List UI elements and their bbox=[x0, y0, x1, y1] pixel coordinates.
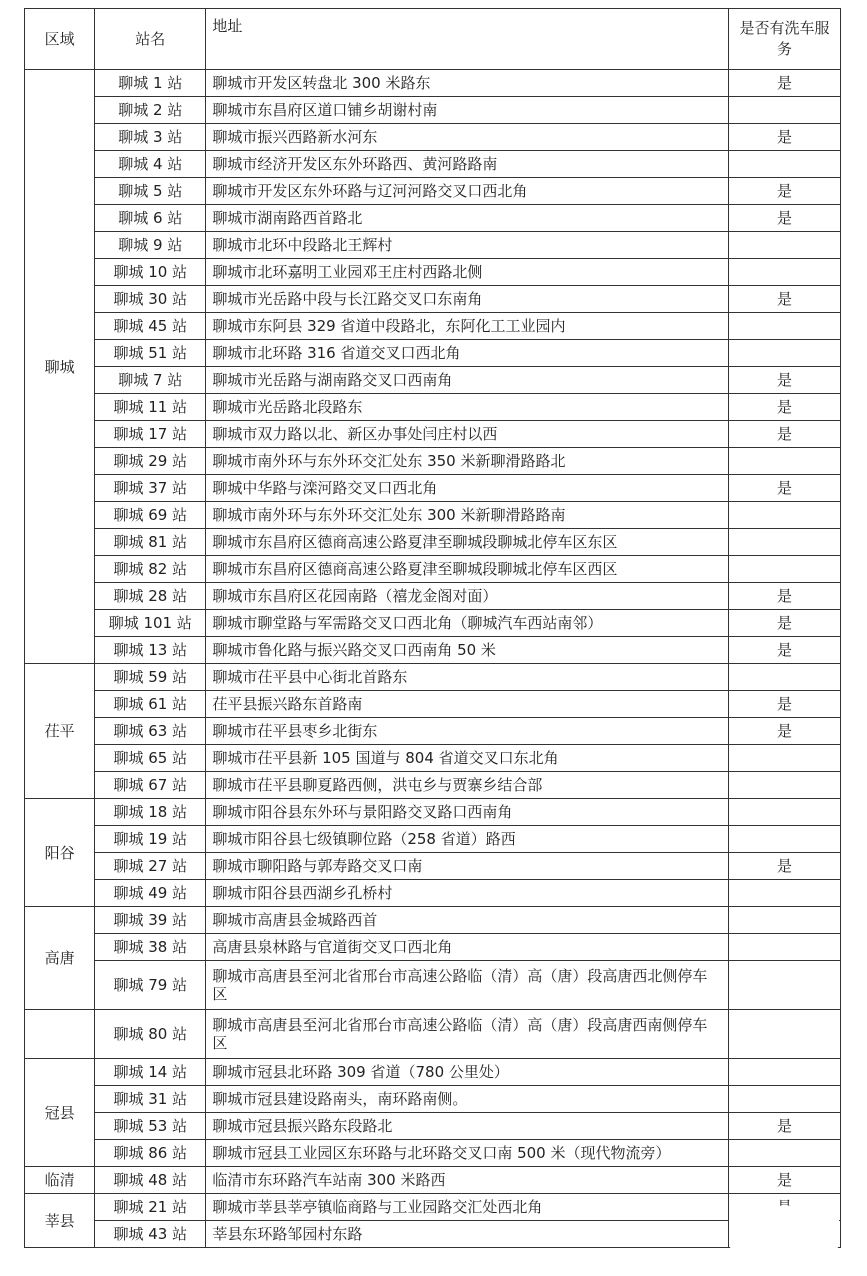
region-cell: 临清 bbox=[25, 1167, 95, 1194]
wash-cell bbox=[728, 772, 840, 799]
table-row bbox=[25, 934, 841, 961]
address-cell: 聊城市冠县振兴路东段路北 bbox=[206, 1113, 729, 1140]
wash-cell: 是 bbox=[728, 421, 840, 448]
region-cell bbox=[25, 1010, 95, 1059]
address-cell: 聊城市冠县工业园区东环路与北环路交叉口南 500 米（现代物流旁） bbox=[206, 1140, 729, 1167]
address-cell: 聊城市南外环与东外环交汇处东 300 米新聊滑路路南 bbox=[206, 502, 729, 529]
table-row bbox=[25, 583, 841, 610]
station-cell: 聊城 45 站 bbox=[95, 313, 206, 340]
station-cell: 聊城 14 站 bbox=[95, 1059, 206, 1086]
wash-cell: 是 bbox=[728, 637, 840, 664]
station-cell: 聊城 67 站 bbox=[95, 772, 206, 799]
station-cell: 聊城 38 站 bbox=[95, 934, 206, 961]
station-cell: 聊城 5 站 bbox=[95, 178, 206, 205]
station-cell: 聊城 21 站 bbox=[95, 1194, 206, 1221]
table-row bbox=[25, 1010, 841, 1059]
address-cell: 聊城市茌平县新 105 国道与 804 省道交叉口东北角 bbox=[206, 745, 729, 772]
table-row bbox=[25, 664, 841, 691]
address-cell: 聊城市阳谷县七级镇聊位路（258 省道）路西 bbox=[206, 826, 729, 853]
station-cell: 聊城 39 站 bbox=[95, 907, 206, 934]
region-cell: 聊城 bbox=[25, 70, 95, 664]
address-cell: 聊城市东昌府区花园南路（禧龙金阁对面） bbox=[206, 583, 729, 610]
wash-cell: 是 bbox=[728, 1113, 840, 1140]
address-cell: 聊城市莘县莘亭镇临商路与工业园路交汇处西北角 bbox=[206, 1194, 729, 1221]
address-cell: 茌平县振兴路东首路南 bbox=[206, 691, 729, 718]
station-table bbox=[24, 8, 841, 1248]
wash-cell bbox=[728, 313, 840, 340]
header-row bbox=[25, 9, 841, 70]
address-cell: 聊城市湖南路西首路北 bbox=[206, 205, 729, 232]
station-cell: 聊城 1 站 bbox=[95, 70, 206, 97]
wash-cell: 是 bbox=[728, 286, 840, 313]
station-cell: 聊城 11 站 bbox=[95, 394, 206, 421]
header-station: 站名 bbox=[95, 9, 206, 70]
station-cell: 聊城 63 站 bbox=[95, 718, 206, 745]
table-row bbox=[25, 637, 841, 664]
table-row bbox=[25, 961, 841, 1010]
address-cell: 聊城市鲁化路与振兴路交叉口西南角 50 米 bbox=[206, 637, 729, 664]
station-cell: 聊城 51 站 bbox=[95, 340, 206, 367]
wash-cell bbox=[728, 880, 840, 907]
address-cell: 聊城市振兴西路新水河东 bbox=[206, 124, 729, 151]
wash-cell: 是 bbox=[728, 178, 840, 205]
watermark-cover bbox=[729, 1206, 839, 1250]
wash-cell: 是 bbox=[728, 610, 840, 637]
header-region: 区域 bbox=[25, 9, 95, 70]
table-row bbox=[25, 556, 841, 583]
table-row bbox=[25, 1221, 841, 1248]
table-body bbox=[25, 70, 841, 1248]
wash-cell bbox=[728, 529, 840, 556]
wash-cell bbox=[728, 97, 840, 124]
address-cell: 聊城市开发区东外环路与辽河河路交叉口西北角 bbox=[206, 178, 729, 205]
table-row bbox=[25, 205, 841, 232]
table-row bbox=[25, 124, 841, 151]
address-cell: 聊城市高唐县至河北省邢台市高速公路临（清）高（唐）段高唐西南侧停车区 bbox=[206, 1010, 729, 1059]
wash-cell bbox=[728, 556, 840, 583]
table-row bbox=[25, 799, 841, 826]
address-cell: 高唐县泉林路与官道街交叉口西北角 bbox=[206, 934, 729, 961]
wash-cell bbox=[728, 799, 840, 826]
table-row bbox=[25, 475, 841, 502]
table-row bbox=[25, 502, 841, 529]
station-cell: 聊城 61 站 bbox=[95, 691, 206, 718]
wash-cell bbox=[728, 934, 840, 961]
station-cell: 聊城 37 站 bbox=[95, 475, 206, 502]
address-cell: 聊城市光岳路北段路东 bbox=[206, 394, 729, 421]
address-cell: 聊城市茌平县中心街北首路东 bbox=[206, 664, 729, 691]
table-row bbox=[25, 259, 841, 286]
address-cell: 聊城市东阿县 329 省道中段路北，东阿化工工业园内 bbox=[206, 313, 729, 340]
address-cell: 聊城中华路与滦河路交叉口西北角 bbox=[206, 475, 729, 502]
wash-cell: 是 bbox=[728, 1167, 840, 1194]
station-cell: 聊城 82 站 bbox=[95, 556, 206, 583]
table-row bbox=[25, 826, 841, 853]
address-cell: 聊城市光岳路与湖南路交叉口西南角 bbox=[206, 367, 729, 394]
address-cell: 聊城市北环中段路北王辉村 bbox=[206, 232, 729, 259]
station-cell: 聊城 17 站 bbox=[95, 421, 206, 448]
station-cell: 聊城 79 站 bbox=[95, 961, 206, 1010]
region-cell: 冠县 bbox=[25, 1059, 95, 1167]
table-row bbox=[25, 1140, 841, 1167]
table-row bbox=[25, 97, 841, 124]
station-cell: 聊城 31 站 bbox=[95, 1086, 206, 1113]
station-cell: 聊城 2 站 bbox=[95, 97, 206, 124]
address-cell: 聊城市开发区转盘北 300 米路东 bbox=[206, 70, 729, 97]
wash-cell bbox=[728, 1086, 840, 1113]
station-cell: 聊城 13 站 bbox=[95, 637, 206, 664]
table-row bbox=[25, 529, 841, 556]
address-cell: 聊城市光岳路中段与长江路交叉口东南角 bbox=[206, 286, 729, 313]
wash-cell bbox=[728, 1010, 840, 1059]
table-row bbox=[25, 907, 841, 934]
table-row bbox=[25, 394, 841, 421]
table-row bbox=[25, 1167, 841, 1194]
region-cell: 阳谷 bbox=[25, 799, 95, 907]
address-cell: 临清市东环路汽车站南 300 米路西 bbox=[206, 1167, 729, 1194]
table-row bbox=[25, 610, 841, 637]
wash-cell bbox=[728, 961, 840, 1010]
table-row bbox=[25, 70, 841, 97]
address-cell: 聊城市经济开发区东外环路西、黄河路路南 bbox=[206, 151, 729, 178]
station-cell: 聊城 43 站 bbox=[95, 1221, 206, 1248]
table-row bbox=[25, 286, 841, 313]
table-row bbox=[25, 745, 841, 772]
station-cell: 聊城 18 站 bbox=[95, 799, 206, 826]
table-row bbox=[25, 1194, 841, 1221]
wash-cell bbox=[728, 448, 840, 475]
wash-cell bbox=[728, 1059, 840, 1086]
station-cell: 聊城 28 站 bbox=[95, 583, 206, 610]
table-row bbox=[25, 340, 841, 367]
wash-cell bbox=[728, 232, 840, 259]
address-cell: 聊城市南外环与东外环交汇处东 350 米新聊滑路路北 bbox=[206, 448, 729, 475]
table-row bbox=[25, 151, 841, 178]
station-cell: 聊城 7 站 bbox=[95, 367, 206, 394]
address-cell: 聊城市双力路以北、新区办事处闫庄村以西 bbox=[206, 421, 729, 448]
station-cell: 聊城 69 站 bbox=[95, 502, 206, 529]
region-cell: 茌平 bbox=[25, 664, 95, 799]
station-cell: 聊城 53 站 bbox=[95, 1113, 206, 1140]
header-address: 地址 bbox=[206, 9, 729, 70]
station-cell: 聊城 81 站 bbox=[95, 529, 206, 556]
table-row bbox=[25, 772, 841, 799]
wash-cell bbox=[728, 151, 840, 178]
address-cell: 聊城市高唐县金城路西首 bbox=[206, 907, 729, 934]
wash-cell bbox=[728, 745, 840, 772]
wash-cell bbox=[728, 907, 840, 934]
address-cell: 聊城市北环路 316 省道交叉口西北角 bbox=[206, 340, 729, 367]
header-wash: 是否有洗车服务 bbox=[728, 9, 840, 70]
address-cell: 聊城市东昌府区德商高速公路夏津至聊城段聊城北停车区东区 bbox=[206, 529, 729, 556]
table-row bbox=[25, 1113, 841, 1140]
table-row bbox=[25, 178, 841, 205]
address-cell: 聊城市东昌府区道口铺乡胡谢村南 bbox=[206, 97, 729, 124]
station-cell: 聊城 65 站 bbox=[95, 745, 206, 772]
table-row bbox=[25, 421, 841, 448]
address-cell: 聊城市阳谷县东外环与景阳路交叉路口西南角 bbox=[206, 799, 729, 826]
address-cell: 聊城市冠县建设路南头，南环路南侧。 bbox=[206, 1086, 729, 1113]
address-cell: 聊城市北环嘉明工业园邓王庄村西路北侧 bbox=[206, 259, 729, 286]
address-cell: 聊城市茌平县枣乡北街东 bbox=[206, 718, 729, 745]
table-row bbox=[25, 880, 841, 907]
station-cell: 聊城 9 站 bbox=[95, 232, 206, 259]
wash-cell: 是 bbox=[728, 124, 840, 151]
wash-cell: 是 bbox=[728, 394, 840, 421]
address-cell: 聊城市聊阳路与郭寿路交叉口南 bbox=[206, 853, 729, 880]
station-cell: 聊城 19 站 bbox=[95, 826, 206, 853]
wash-cell: 是 bbox=[728, 583, 840, 610]
wash-cell bbox=[728, 664, 840, 691]
station-cell: 聊城 6 站 bbox=[95, 205, 206, 232]
wash-cell: 是 bbox=[728, 205, 840, 232]
table-row bbox=[25, 1059, 841, 1086]
address-cell: 聊城市聊堂路与军需路交叉口西北角（聊城汽车西站南邻） bbox=[206, 610, 729, 637]
address-cell: 聊城市冠县北环路 309 省道（780 公里处） bbox=[206, 1059, 729, 1086]
address-cell: 聊城市高唐县至河北省邢台市高速公路临（清）高（唐）段高唐西北侧停车区 bbox=[206, 961, 729, 1010]
wash-cell bbox=[728, 340, 840, 367]
wash-cell: 是 bbox=[728, 70, 840, 97]
station-cell: 聊城 86 站 bbox=[95, 1140, 206, 1167]
wash-cell bbox=[728, 259, 840, 286]
station-cell: 聊城 101 站 bbox=[95, 610, 206, 637]
wash-cell: 是 bbox=[728, 853, 840, 880]
table-row bbox=[25, 1086, 841, 1113]
wash-cell: 是 bbox=[728, 475, 840, 502]
address-cell: 聊城市茌平县聊夏路西侧，洪屯乡与贾寨乡结合部 bbox=[206, 772, 729, 799]
wash-cell: 是 bbox=[728, 367, 840, 394]
table-row bbox=[25, 853, 841, 880]
region-cell: 高唐 bbox=[25, 907, 95, 1010]
station-cell: 聊城 48 站 bbox=[95, 1167, 206, 1194]
station-cell: 聊城 10 站 bbox=[95, 259, 206, 286]
address-cell: 聊城市阳谷县西湖乡孔桥村 bbox=[206, 880, 729, 907]
wash-cell bbox=[728, 502, 840, 529]
station-cell: 聊城 59 站 bbox=[95, 664, 206, 691]
station-cell: 聊城 4 站 bbox=[95, 151, 206, 178]
station-cell: 聊城 27 站 bbox=[95, 853, 206, 880]
table-row bbox=[25, 232, 841, 259]
table-row bbox=[25, 718, 841, 745]
station-cell: 聊城 30 站 bbox=[95, 286, 206, 313]
wash-cell: 是 bbox=[728, 718, 840, 745]
station-cell: 聊城 3 站 bbox=[95, 124, 206, 151]
address-cell: 莘县东环路邹园村东路 bbox=[206, 1221, 729, 1248]
table-row bbox=[25, 367, 841, 394]
table-row bbox=[25, 448, 841, 475]
station-cell: 聊城 80 站 bbox=[95, 1010, 206, 1059]
wash-cell bbox=[728, 1140, 840, 1167]
station-cell: 聊城 29 站 bbox=[95, 448, 206, 475]
region-cell: 莘县 bbox=[25, 1194, 95, 1248]
address-cell: 聊城市东昌府区德商高速公路夏津至聊城段聊城北停车区西区 bbox=[206, 556, 729, 583]
table-row bbox=[25, 313, 841, 340]
wash-cell: 是 bbox=[728, 691, 840, 718]
wash-cell bbox=[728, 826, 840, 853]
station-cell: 聊城 49 站 bbox=[95, 880, 206, 907]
table-row bbox=[25, 691, 841, 718]
